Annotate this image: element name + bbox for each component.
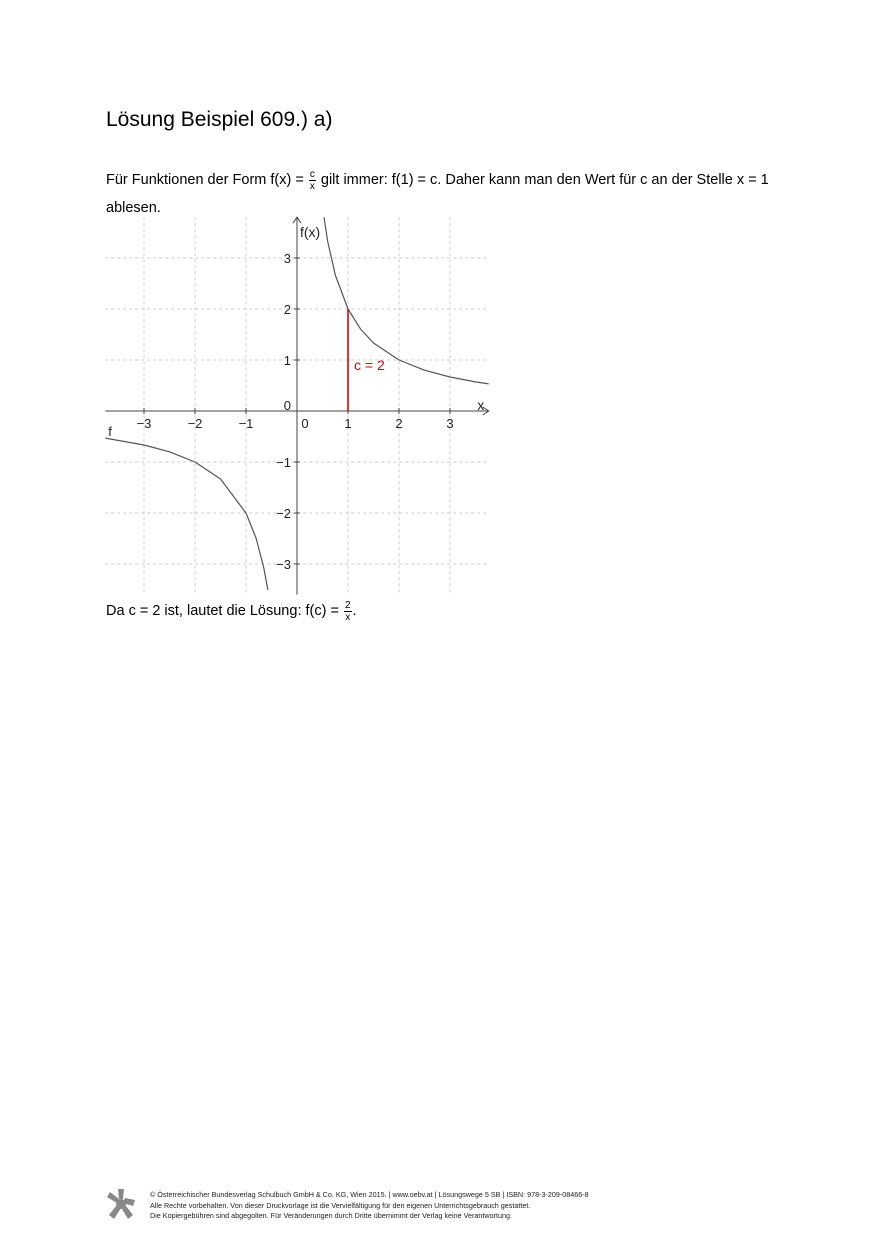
intro-text-before: Für Funktionen der Form f(x) =	[106, 172, 304, 188]
fraction-numerator: 2	[344, 599, 351, 611]
x-tick-label: −2	[187, 416, 203, 431]
conclusion-fraction	[344, 600, 352, 623]
intro-paragraph	[106, 166, 806, 222]
x-tick-label: 1	[344, 416, 352, 431]
marker-label: c = 2	[354, 357, 385, 374]
y-tick-label: 3	[283, 251, 291, 266]
page-title: Lösung Beispiel 609.) a)	[106, 108, 333, 131]
footer-copyright	[150, 1190, 589, 1222]
fraction-numerator: c	[309, 168, 315, 180]
y-axis-label: f(x)	[300, 224, 321, 241]
y-tick-label: 1	[283, 353, 291, 368]
footer-line-3: Die Kopiergebühren sind abgegolten. Für Veränderungen durch Dritte übernimmt der Verlag keine Verantwortung.	[150, 1211, 512, 1220]
x-tick-label: 0	[301, 416, 309, 431]
intro-fraction	[309, 169, 316, 192]
x-axis-label: x	[477, 397, 485, 413]
x-tick-label: −3	[136, 416, 152, 431]
footer-line-1: © Österreichischer Bundesverlag Schulbuch GmbH & Co. KG, Wien 2015. | www.oebv.at | Lösungswege 5 SB | ISBN: 978-3-209-08466-8	[150, 1190, 589, 1199]
y-tick-label: 2	[283, 302, 291, 317]
fraction-denominator: x	[345, 611, 351, 623]
y-tick-label: −3	[276, 557, 291, 572]
x-tick-label: 2	[395, 416, 403, 431]
x-tick-label: −1	[238, 416, 254, 431]
x-tick-label: 3	[446, 416, 454, 431]
function-curve-left	[105, 438, 268, 590]
conclusion-paragraph	[106, 597, 806, 625]
conclusion-text-after: .	[352, 603, 357, 619]
origin-label: 0	[283, 398, 291, 413]
function-plot	[100, 224, 500, 573]
fraction-denominator: x	[309, 180, 315, 192]
asterisk-icon	[106, 1188, 136, 1220]
conclusion-text-before: Da c = 2 ist, lautet die Lösung: f(c) =	[106, 603, 339, 619]
y-tick-label: −2	[276, 506, 291, 521]
curve-name-label: f	[108, 424, 112, 440]
y-tick-label: −1	[276, 455, 291, 470]
footer-line-2: Alle Rechte vorbehalten. Von dieser Druckvorlage ist die Vervielfältigung für den eigenen Unterrichtsgebrauch gestattet.	[150, 1200, 531, 1210]
intro-text-after: gilt immer: f(1) = c. Daher kann man den Wert für c an der Stelle x = 1 ablesen.	[106, 172, 769, 216]
